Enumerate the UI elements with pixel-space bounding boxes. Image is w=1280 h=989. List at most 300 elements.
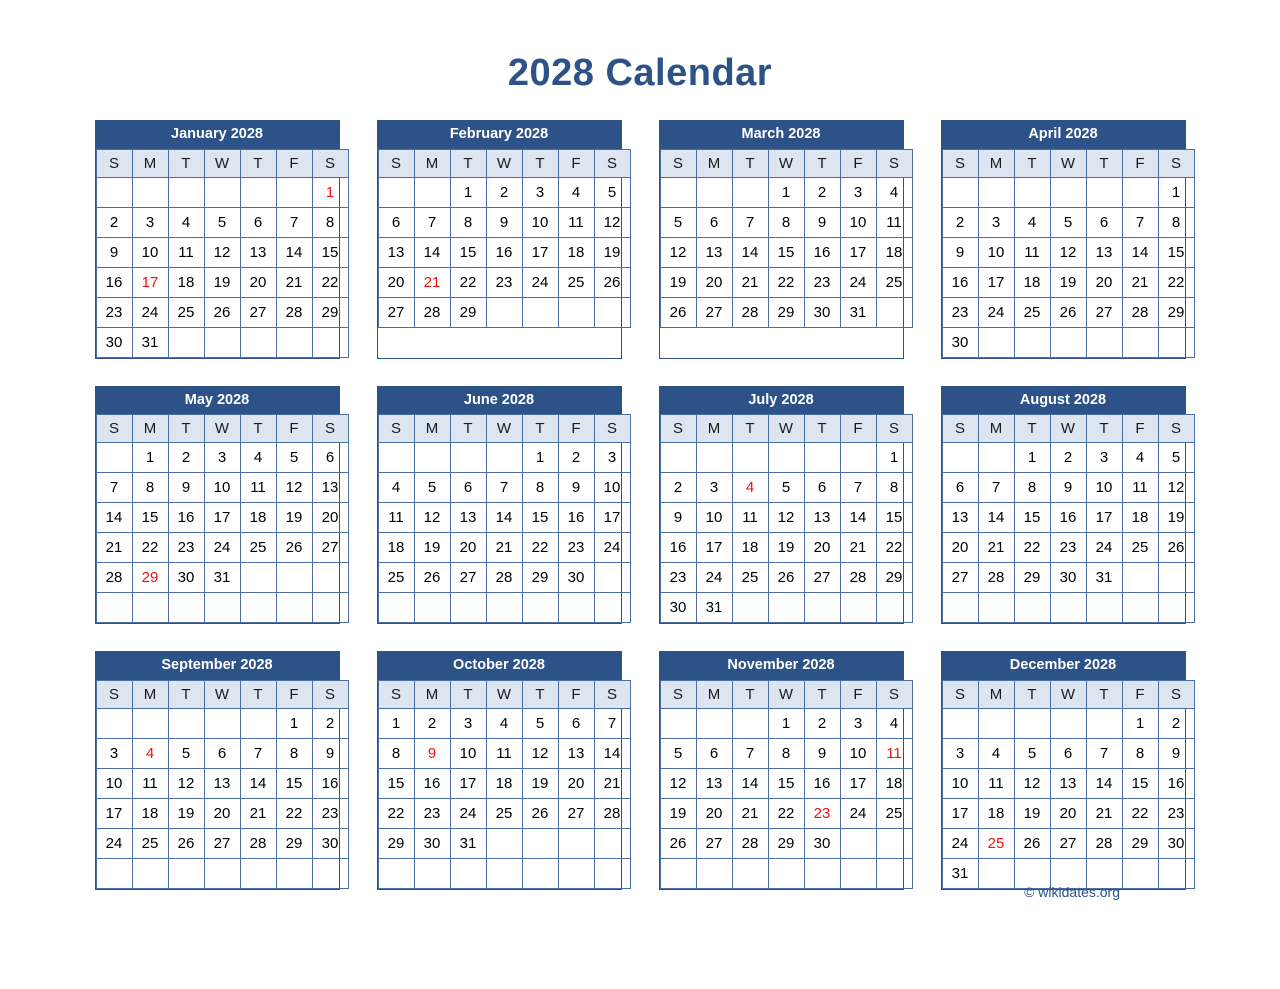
- day-cell[interactable]: 25: [978, 828, 1014, 858]
- day-cell[interactable]: 26: [1014, 828, 1050, 858]
- day-cell[interactable]: 3: [696, 473, 732, 503]
- day-cell[interactable]: 5: [1158, 443, 1194, 473]
- day-cell[interactable]: 22: [522, 533, 558, 563]
- day-cell[interactable]: 9: [486, 207, 522, 237]
- day-cell[interactable]: 27: [558, 798, 594, 828]
- day-cell[interactable]: 30: [660, 593, 696, 623]
- day-cell[interactable]: 6: [942, 473, 978, 503]
- day-cell[interactable]: 27: [696, 297, 732, 327]
- day-cell[interactable]: 30: [804, 828, 840, 858]
- day-cell[interactable]: 18: [132, 798, 168, 828]
- day-cell[interactable]: 6: [696, 738, 732, 768]
- day-cell[interactable]: 4: [132, 738, 168, 768]
- day-cell[interactable]: 11: [876, 738, 912, 768]
- day-cell[interactable]: 13: [804, 503, 840, 533]
- day-cell[interactable]: 2: [312, 708, 348, 738]
- day-cell[interactable]: 11: [978, 768, 1014, 798]
- day-cell[interactable]: 24: [1086, 533, 1122, 563]
- day-cell[interactable]: 13: [696, 237, 732, 267]
- day-cell[interactable]: 24: [840, 798, 876, 828]
- day-cell[interactable]: 16: [558, 503, 594, 533]
- day-cell[interactable]: 17: [522, 237, 558, 267]
- day-cell[interactable]: 26: [768, 563, 804, 593]
- day-cell[interactable]: 7: [486, 473, 522, 503]
- day-cell[interactable]: 20: [1050, 798, 1086, 828]
- day-cell[interactable]: 19: [594, 237, 630, 267]
- day-cell[interactable]: 30: [558, 563, 594, 593]
- day-cell[interactable]: 12: [414, 503, 450, 533]
- day-cell[interactable]: 15: [312, 237, 348, 267]
- day-cell[interactable]: 18: [876, 768, 912, 798]
- day-cell[interactable]: 15: [876, 503, 912, 533]
- day-cell[interactable]: 16: [168, 503, 204, 533]
- day-cell[interactable]: 11: [378, 503, 414, 533]
- day-cell[interactable]: 21: [1086, 798, 1122, 828]
- day-cell[interactable]: 24: [204, 533, 240, 563]
- day-cell[interactable]: 21: [840, 533, 876, 563]
- day-cell[interactable]: 16: [942, 267, 978, 297]
- day-cell[interactable]: 10: [132, 237, 168, 267]
- day-cell[interactable]: 25: [132, 828, 168, 858]
- day-cell[interactable]: 20: [1086, 267, 1122, 297]
- day-cell[interactable]: 23: [1050, 533, 1086, 563]
- day-cell[interactable]: 18: [1014, 267, 1050, 297]
- day-cell[interactable]: 17: [132, 267, 168, 297]
- day-cell[interactable]: 5: [414, 473, 450, 503]
- day-cell[interactable]: 11: [732, 503, 768, 533]
- day-cell[interactable]: 17: [942, 798, 978, 828]
- day-cell[interactable]: 11: [1122, 473, 1158, 503]
- day-cell[interactable]: 2: [804, 708, 840, 738]
- day-cell[interactable]: 2: [168, 443, 204, 473]
- day-cell[interactable]: 4: [240, 443, 276, 473]
- day-cell[interactable]: 18: [168, 267, 204, 297]
- day-cell[interactable]: 24: [522, 267, 558, 297]
- day-cell[interactable]: 20: [240, 267, 276, 297]
- day-cell[interactable]: 30: [414, 828, 450, 858]
- day-cell[interactable]: 17: [204, 503, 240, 533]
- day-cell[interactable]: 22: [276, 798, 312, 828]
- day-cell[interactable]: 26: [522, 798, 558, 828]
- day-cell[interactable]: 1: [312, 177, 348, 207]
- day-cell[interactable]: 10: [840, 738, 876, 768]
- day-cell[interactable]: 9: [804, 738, 840, 768]
- day-cell[interactable]: 27: [204, 828, 240, 858]
- day-cell[interactable]: 22: [450, 267, 486, 297]
- day-cell[interactable]: 2: [660, 473, 696, 503]
- day-cell[interactable]: 30: [1158, 828, 1194, 858]
- day-cell[interactable]: 19: [1014, 798, 1050, 828]
- day-cell[interactable]: 20: [450, 533, 486, 563]
- day-cell[interactable]: 28: [1086, 828, 1122, 858]
- day-cell[interactable]: 14: [96, 503, 132, 533]
- day-cell[interactable]: 29: [1014, 563, 1050, 593]
- day-cell[interactable]: 29: [450, 297, 486, 327]
- day-cell[interactable]: 25: [732, 563, 768, 593]
- day-cell[interactable]: 19: [522, 768, 558, 798]
- day-cell[interactable]: 18: [876, 237, 912, 267]
- day-cell[interactable]: 13: [240, 237, 276, 267]
- day-cell[interactable]: 5: [1014, 738, 1050, 768]
- day-cell[interactable]: 3: [840, 177, 876, 207]
- day-cell[interactable]: 20: [696, 267, 732, 297]
- day-cell[interactable]: 24: [96, 828, 132, 858]
- day-cell[interactable]: 7: [240, 738, 276, 768]
- day-cell[interactable]: 10: [204, 473, 240, 503]
- day-cell[interactable]: 12: [204, 237, 240, 267]
- day-cell[interactable]: 6: [240, 207, 276, 237]
- day-cell[interactable]: 10: [978, 237, 1014, 267]
- day-cell[interactable]: 3: [978, 207, 1014, 237]
- day-cell[interactable]: 9: [168, 473, 204, 503]
- day-cell[interactable]: 26: [1158, 533, 1194, 563]
- day-cell[interactable]: 28: [96, 563, 132, 593]
- day-cell[interactable]: 28: [414, 297, 450, 327]
- day-cell[interactable]: 23: [804, 798, 840, 828]
- day-cell[interactable]: 14: [1086, 768, 1122, 798]
- day-cell[interactable]: 5: [768, 473, 804, 503]
- day-cell[interactable]: 8: [768, 738, 804, 768]
- day-cell[interactable]: 15: [1158, 237, 1194, 267]
- day-cell[interactable]: 3: [450, 708, 486, 738]
- day-cell[interactable]: 11: [486, 738, 522, 768]
- day-cell[interactable]: 14: [840, 503, 876, 533]
- day-cell[interactable]: 22: [1158, 267, 1194, 297]
- day-cell[interactable]: 19: [768, 533, 804, 563]
- day-cell[interactable]: 18: [732, 533, 768, 563]
- day-cell[interactable]: 5: [276, 443, 312, 473]
- day-cell[interactable]: 9: [96, 237, 132, 267]
- day-cell[interactable]: 23: [1158, 798, 1194, 828]
- day-cell[interactable]: 31: [1086, 563, 1122, 593]
- day-cell[interactable]: 29: [768, 828, 804, 858]
- day-cell[interactable]: 21: [96, 533, 132, 563]
- day-cell[interactable]: 23: [414, 798, 450, 828]
- day-cell[interactable]: 12: [594, 207, 630, 237]
- day-cell[interactable]: 30: [804, 297, 840, 327]
- day-cell[interactable]: 12: [1158, 473, 1194, 503]
- day-cell[interactable]: 10: [594, 473, 630, 503]
- day-cell[interactable]: 6: [1050, 738, 1086, 768]
- day-cell[interactable]: 25: [168, 297, 204, 327]
- day-cell[interactable]: 6: [204, 738, 240, 768]
- day-cell[interactable]: 14: [594, 738, 630, 768]
- day-cell[interactable]: 15: [522, 503, 558, 533]
- day-cell[interactable]: 29: [276, 828, 312, 858]
- day-cell[interactable]: 16: [804, 237, 840, 267]
- day-cell[interactable]: 28: [732, 828, 768, 858]
- day-cell[interactable]: 20: [204, 798, 240, 828]
- day-cell[interactable]: 7: [594, 708, 630, 738]
- day-cell[interactable]: 26: [1050, 297, 1086, 327]
- day-cell[interactable]: 6: [804, 473, 840, 503]
- day-cell[interactable]: 26: [660, 828, 696, 858]
- day-cell[interactable]: 3: [840, 708, 876, 738]
- day-cell[interactable]: 30: [96, 327, 132, 357]
- day-cell[interactable]: 26: [168, 828, 204, 858]
- day-cell[interactable]: 6: [450, 473, 486, 503]
- day-cell[interactable]: 17: [978, 267, 1014, 297]
- day-cell[interactable]: 5: [522, 708, 558, 738]
- day-cell[interactable]: 19: [660, 267, 696, 297]
- day-cell[interactable]: 7: [96, 473, 132, 503]
- day-cell[interactable]: 10: [942, 768, 978, 798]
- day-cell[interactable]: 20: [696, 798, 732, 828]
- day-cell[interactable]: 23: [168, 533, 204, 563]
- day-cell[interactable]: 14: [978, 503, 1014, 533]
- day-cell[interactable]: 21: [486, 533, 522, 563]
- day-cell[interactable]: 10: [696, 503, 732, 533]
- day-cell[interactable]: 10: [450, 738, 486, 768]
- day-cell[interactable]: 8: [312, 207, 348, 237]
- day-cell[interactable]: 27: [1086, 297, 1122, 327]
- day-cell[interactable]: 27: [942, 563, 978, 593]
- day-cell[interactable]: 26: [276, 533, 312, 563]
- day-cell[interactable]: 31: [840, 297, 876, 327]
- day-cell[interactable]: 4: [978, 738, 1014, 768]
- day-cell[interactable]: 3: [594, 443, 630, 473]
- day-cell[interactable]: 9: [660, 503, 696, 533]
- day-cell[interactable]: 12: [660, 768, 696, 798]
- day-cell[interactable]: 29: [768, 297, 804, 327]
- day-cell[interactable]: 13: [1050, 768, 1086, 798]
- day-cell[interactable]: 19: [414, 533, 450, 563]
- day-cell[interactable]: 30: [942, 327, 978, 357]
- day-cell[interactable]: 12: [276, 473, 312, 503]
- day-cell[interactable]: 23: [312, 798, 348, 828]
- day-cell[interactable]: 22: [768, 798, 804, 828]
- day-cell[interactable]: 12: [1014, 768, 1050, 798]
- day-cell[interactable]: 17: [450, 768, 486, 798]
- day-cell[interactable]: 14: [486, 503, 522, 533]
- day-cell[interactable]: 28: [486, 563, 522, 593]
- day-cell[interactable]: 31: [696, 593, 732, 623]
- day-cell[interactable]: 24: [840, 267, 876, 297]
- day-cell[interactable]: 13: [1086, 237, 1122, 267]
- day-cell[interactable]: 7: [276, 207, 312, 237]
- site-name[interactable]: wikidates.org: [1038, 884, 1120, 900]
- day-cell[interactable]: 10: [840, 207, 876, 237]
- day-cell[interactable]: 25: [486, 798, 522, 828]
- day-cell[interactable]: 26: [594, 267, 630, 297]
- day-cell[interactable]: 22: [1014, 533, 1050, 563]
- day-cell[interactable]: 4: [876, 708, 912, 738]
- day-cell[interactable]: 3: [132, 207, 168, 237]
- day-cell[interactable]: 25: [558, 267, 594, 297]
- day-cell[interactable]: 14: [276, 237, 312, 267]
- day-cell[interactable]: 11: [558, 207, 594, 237]
- day-cell[interactable]: 20: [558, 768, 594, 798]
- day-cell[interactable]: 31: [450, 828, 486, 858]
- day-cell[interactable]: 21: [1122, 267, 1158, 297]
- day-cell[interactable]: 2: [942, 207, 978, 237]
- day-cell[interactable]: 5: [594, 177, 630, 207]
- day-cell[interactable]: 2: [96, 207, 132, 237]
- day-cell[interactable]: 24: [978, 297, 1014, 327]
- day-cell[interactable]: 7: [732, 207, 768, 237]
- day-cell[interactable]: 19: [1158, 503, 1194, 533]
- day-cell[interactable]: 8: [276, 738, 312, 768]
- day-cell[interactable]: 2: [414, 708, 450, 738]
- day-cell[interactable]: 12: [1050, 237, 1086, 267]
- day-cell[interactable]: 8: [1122, 738, 1158, 768]
- day-cell[interactable]: 23: [558, 533, 594, 563]
- day-cell[interactable]: 9: [942, 237, 978, 267]
- day-cell[interactable]: 8: [768, 207, 804, 237]
- day-cell[interactable]: 14: [732, 768, 768, 798]
- day-cell[interactable]: 24: [594, 533, 630, 563]
- day-cell[interactable]: 17: [840, 768, 876, 798]
- day-cell[interactable]: 16: [312, 768, 348, 798]
- day-cell[interactable]: 18: [978, 798, 1014, 828]
- day-cell[interactable]: 2: [1158, 708, 1194, 738]
- day-cell[interactable]: 17: [1086, 503, 1122, 533]
- day-cell[interactable]: 24: [942, 828, 978, 858]
- day-cell[interactable]: 23: [804, 267, 840, 297]
- day-cell[interactable]: 15: [276, 768, 312, 798]
- day-cell[interactable]: 12: [660, 237, 696, 267]
- day-cell[interactable]: 26: [660, 297, 696, 327]
- day-cell[interactable]: 6: [558, 708, 594, 738]
- day-cell[interactable]: 2: [1050, 443, 1086, 473]
- day-cell[interactable]: 30: [312, 828, 348, 858]
- day-cell[interactable]: 22: [768, 267, 804, 297]
- day-cell[interactable]: 8: [1158, 207, 1194, 237]
- day-cell[interactable]: 5: [1050, 207, 1086, 237]
- day-cell[interactable]: 28: [840, 563, 876, 593]
- day-cell[interactable]: 29: [1122, 828, 1158, 858]
- day-cell[interactable]: 5: [660, 738, 696, 768]
- day-cell[interactable]: 3: [1086, 443, 1122, 473]
- day-cell[interactable]: 7: [414, 207, 450, 237]
- day-cell[interactable]: 13: [942, 503, 978, 533]
- day-cell[interactable]: 24: [450, 798, 486, 828]
- day-cell[interactable]: 6: [696, 207, 732, 237]
- day-cell[interactable]: 13: [204, 768, 240, 798]
- day-cell[interactable]: 1: [1014, 443, 1050, 473]
- day-cell[interactable]: 4: [168, 207, 204, 237]
- day-cell[interactable]: 12: [768, 503, 804, 533]
- day-cell[interactable]: 9: [1050, 473, 1086, 503]
- day-cell[interactable]: 1: [378, 708, 414, 738]
- day-cell[interactable]: 23: [660, 563, 696, 593]
- day-cell[interactable]: 7: [978, 473, 1014, 503]
- day-cell[interactable]: 28: [1122, 297, 1158, 327]
- day-cell[interactable]: 12: [168, 768, 204, 798]
- day-cell[interactable]: 23: [486, 267, 522, 297]
- day-cell[interactable]: 19: [276, 503, 312, 533]
- day-cell[interactable]: 4: [1014, 207, 1050, 237]
- day-cell[interactable]: 8: [132, 473, 168, 503]
- day-cell[interactable]: 9: [558, 473, 594, 503]
- day-cell[interactable]: 1: [876, 443, 912, 473]
- day-cell[interactable]: 8: [1014, 473, 1050, 503]
- day-cell[interactable]: 30: [168, 563, 204, 593]
- day-cell[interactable]: 3: [96, 738, 132, 768]
- day-cell[interactable]: 11: [876, 207, 912, 237]
- day-cell[interactable]: 13: [312, 473, 348, 503]
- day-cell[interactable]: 25: [876, 798, 912, 828]
- day-cell[interactable]: 4: [486, 708, 522, 738]
- day-cell[interactable]: 7: [732, 738, 768, 768]
- day-cell[interactable]: 17: [594, 503, 630, 533]
- day-cell[interactable]: 24: [132, 297, 168, 327]
- day-cell[interactable]: 18: [378, 533, 414, 563]
- day-cell[interactable]: 20: [804, 533, 840, 563]
- day-cell[interactable]: 1: [450, 177, 486, 207]
- day-cell[interactable]: 27: [450, 563, 486, 593]
- day-cell[interactable]: 15: [132, 503, 168, 533]
- day-cell[interactable]: 18: [240, 503, 276, 533]
- day-cell[interactable]: 9: [1158, 738, 1194, 768]
- day-cell[interactable]: 28: [978, 563, 1014, 593]
- day-cell[interactable]: 15: [768, 237, 804, 267]
- day-cell[interactable]: 21: [732, 798, 768, 828]
- day-cell[interactable]: 17: [96, 798, 132, 828]
- day-cell[interactable]: 16: [414, 768, 450, 798]
- day-cell[interactable]: 7: [1122, 207, 1158, 237]
- day-cell[interactable]: 13: [450, 503, 486, 533]
- day-cell[interactable]: 20: [942, 533, 978, 563]
- day-cell[interactable]: 10: [96, 768, 132, 798]
- day-cell[interactable]: 14: [240, 768, 276, 798]
- day-cell[interactable]: 8: [450, 207, 486, 237]
- day-cell[interactable]: 19: [660, 798, 696, 828]
- day-cell[interactable]: 6: [378, 207, 414, 237]
- day-cell[interactable]: 29: [312, 297, 348, 327]
- day-cell[interactable]: 5: [204, 207, 240, 237]
- day-cell[interactable]: 10: [1086, 473, 1122, 503]
- day-cell[interactable]: 21: [240, 798, 276, 828]
- day-cell[interactable]: 4: [876, 177, 912, 207]
- day-cell[interactable]: 6: [1086, 207, 1122, 237]
- day-cell[interactable]: 9: [414, 738, 450, 768]
- day-cell[interactable]: 5: [168, 738, 204, 768]
- day-cell[interactable]: 4: [732, 473, 768, 503]
- day-cell[interactable]: 27: [1050, 828, 1086, 858]
- day-cell[interactable]: 21: [276, 267, 312, 297]
- day-cell[interactable]: 19: [1050, 267, 1086, 297]
- day-cell[interactable]: 26: [414, 563, 450, 593]
- day-cell[interactable]: 12: [522, 738, 558, 768]
- day-cell[interactable]: 22: [312, 267, 348, 297]
- day-cell[interactable]: 11: [1014, 237, 1050, 267]
- day-cell[interactable]: 5: [660, 207, 696, 237]
- day-cell[interactable]: 20: [312, 503, 348, 533]
- day-cell[interactable]: 25: [378, 563, 414, 593]
- day-cell[interactable]: 31: [942, 858, 978, 888]
- day-cell[interactable]: 15: [1014, 503, 1050, 533]
- day-cell[interactable]: 3: [204, 443, 240, 473]
- day-cell[interactable]: 13: [378, 237, 414, 267]
- day-cell[interactable]: 29: [876, 563, 912, 593]
- day-cell[interactable]: 21: [594, 768, 630, 798]
- day-cell[interactable]: 20: [378, 267, 414, 297]
- day-cell[interactable]: 16: [486, 237, 522, 267]
- day-cell[interactable]: 9: [312, 738, 348, 768]
- day-cell[interactable]: 31: [204, 563, 240, 593]
- day-cell[interactable]: 1: [1122, 708, 1158, 738]
- day-cell[interactable]: 3: [942, 738, 978, 768]
- day-cell[interactable]: 25: [240, 533, 276, 563]
- day-cell[interactable]: 25: [876, 267, 912, 297]
- day-cell[interactable]: 14: [1122, 237, 1158, 267]
- day-cell[interactable]: 13: [558, 738, 594, 768]
- day-cell[interactable]: 1: [276, 708, 312, 738]
- day-cell[interactable]: 4: [1122, 443, 1158, 473]
- day-cell[interactable]: 2: [558, 443, 594, 473]
- day-cell[interactable]: 29: [378, 828, 414, 858]
